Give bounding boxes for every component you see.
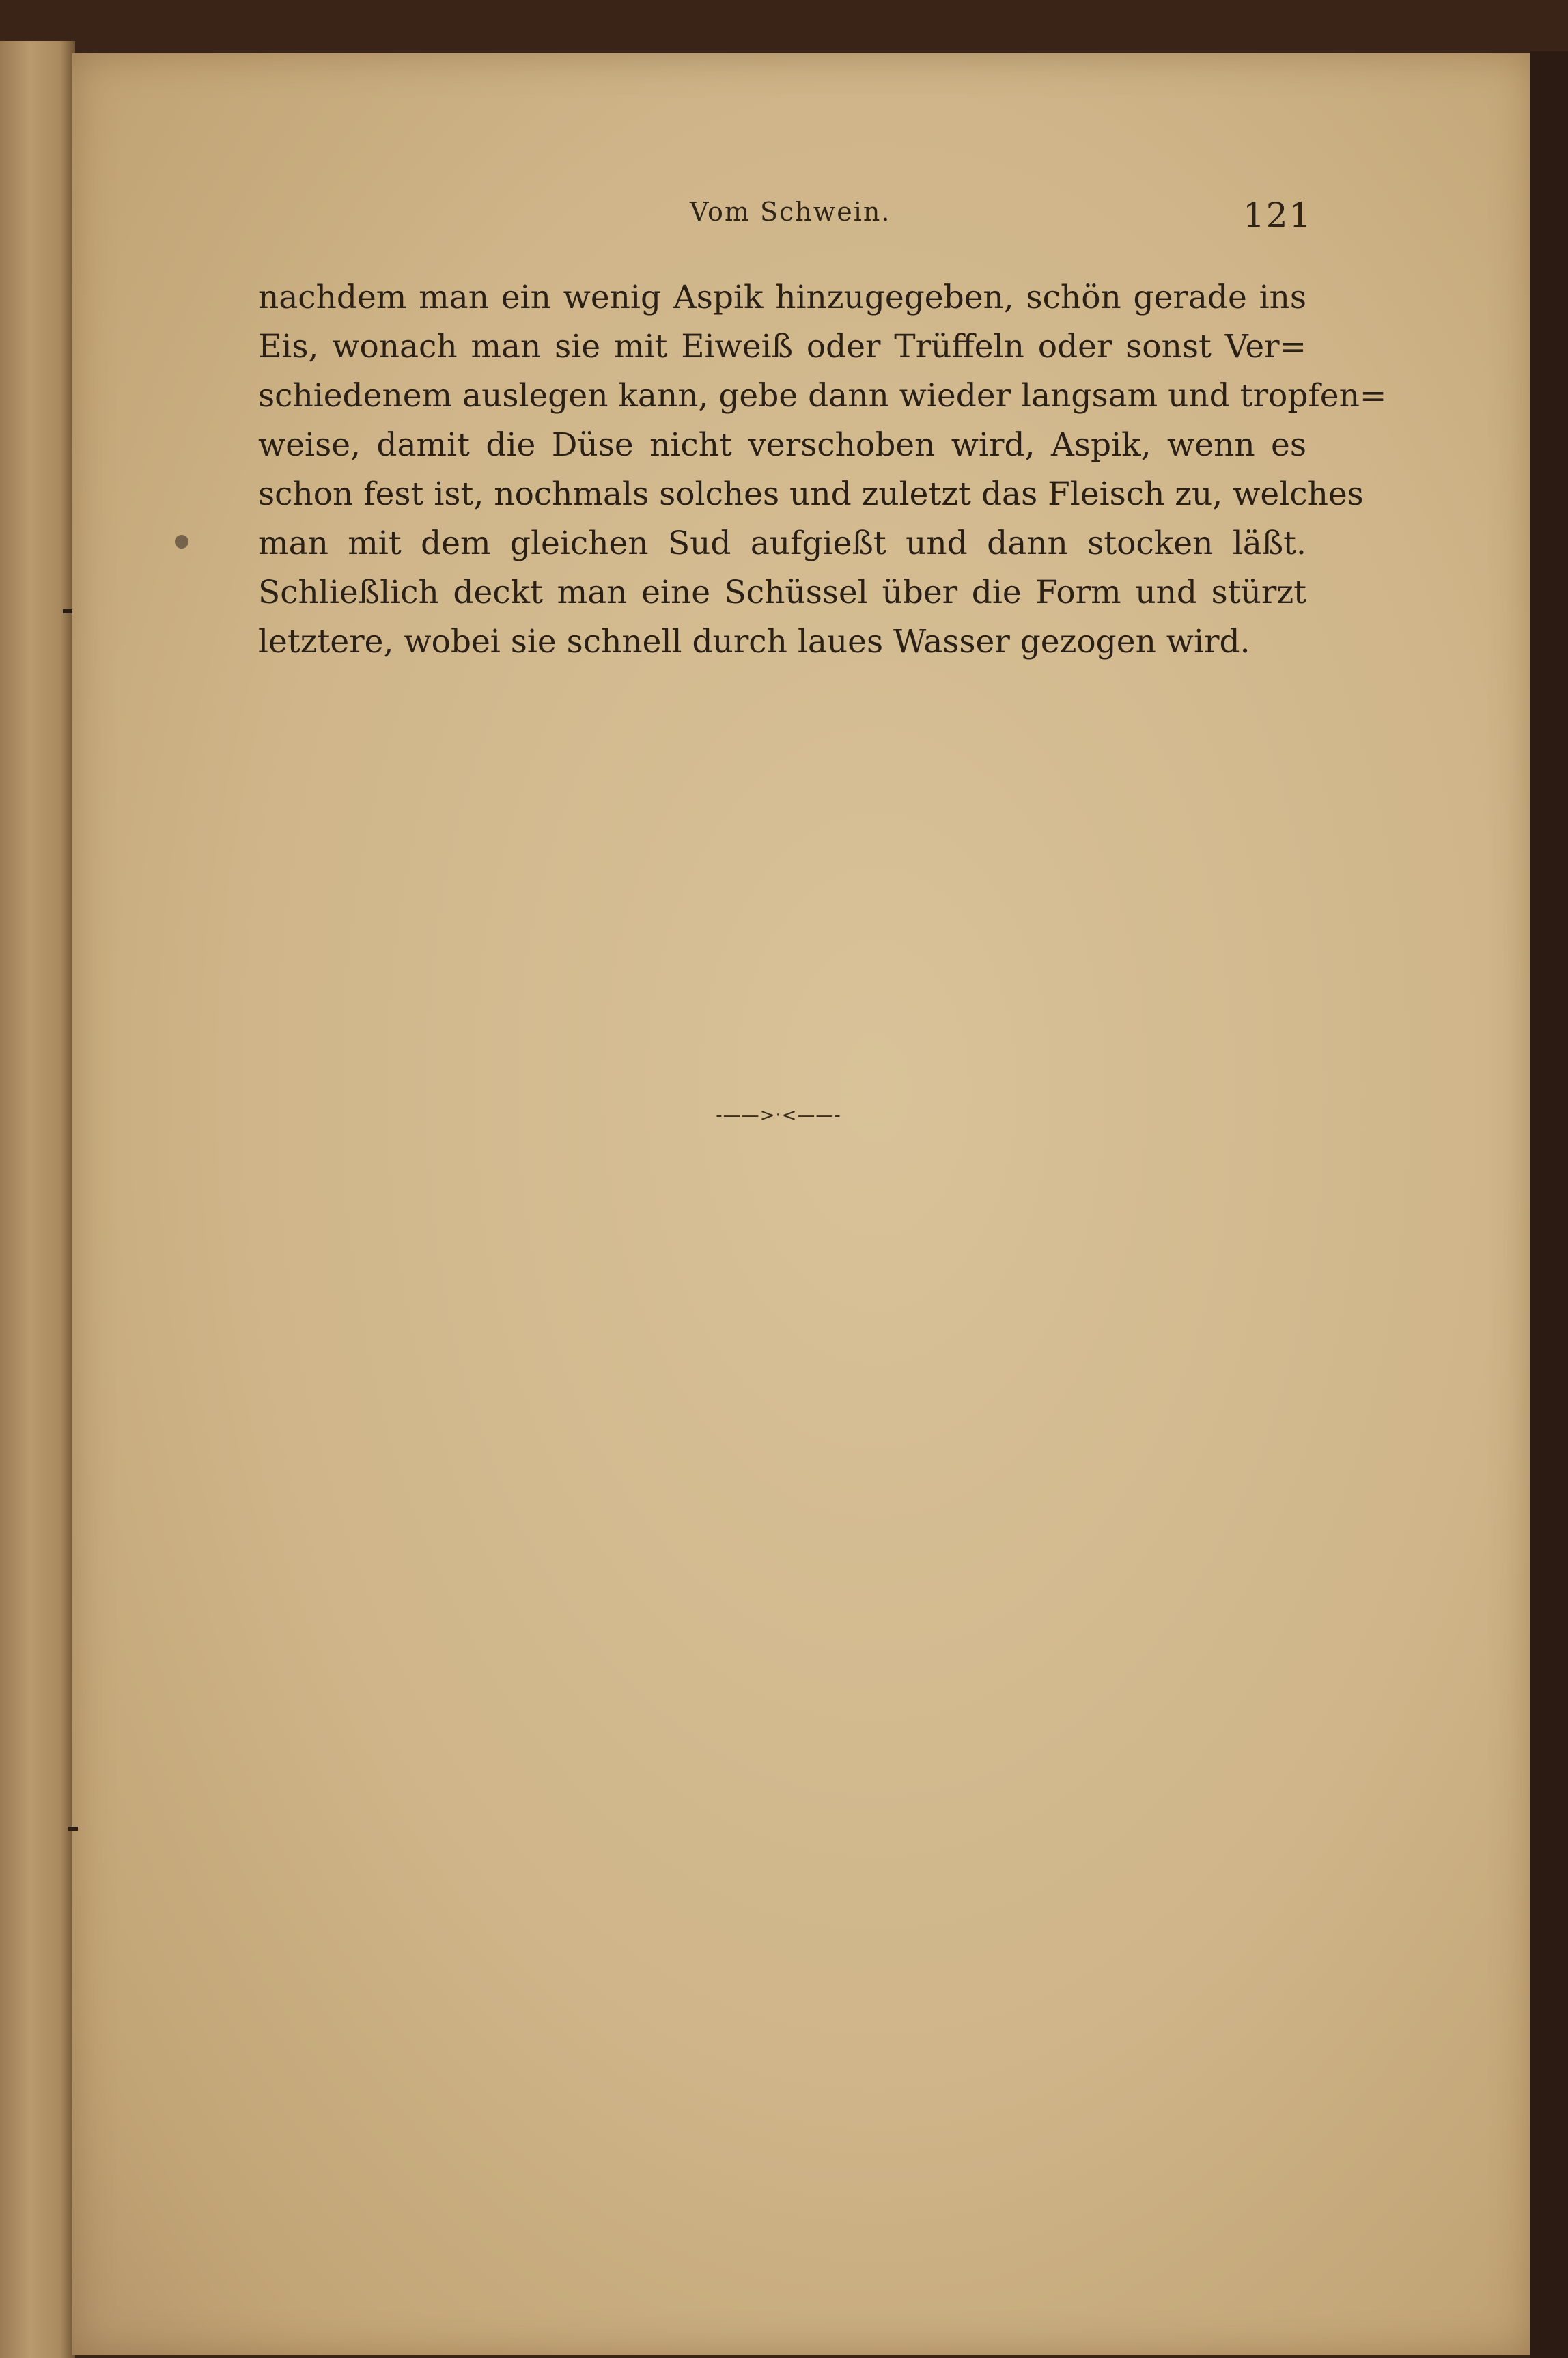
page-number: 121 [1243,195,1313,235]
text-line: letztere, wobei sie schnell durch laues Wasser gezogen wird. [258,623,1250,661]
section-end-ornament: -——>·<——- [716,1105,841,1126]
text-line: schiedenem auslegen kann, gebe dann wieder langsam und tropfen= [258,377,1387,415]
book-gutter [0,41,75,2358]
binding-mark [68,1827,78,1831]
running-head-title: Vom Schwein. [690,197,891,227]
text-line: weise, damit die Düse nicht verschoben wird, Aspik, wenn es [258,426,1306,464]
body-paragraph [258,273,1387,667]
text-line: nachdem man ein wenig Aspik hinzugegeben, schön gerade ins [258,279,1306,316]
ink-blot [175,535,188,549]
page-edge-shadow [1530,51,1568,2358]
text-line: schon fest ist, nochmals solches und zuletzt das Fleisch zu, welches [258,475,1364,513]
text-line: Schließlich deckt man eine Schüssel über die Form und stürzt [258,574,1306,611]
binding-mark [63,609,72,613]
text-line: man mit dem gleichen Sud aufgießt und dann stocken läßt. [258,525,1306,562]
text-line: Eis, wonach man sie mit Eiweiß oder Trüffeln oder sonst Ver= [258,328,1306,365]
